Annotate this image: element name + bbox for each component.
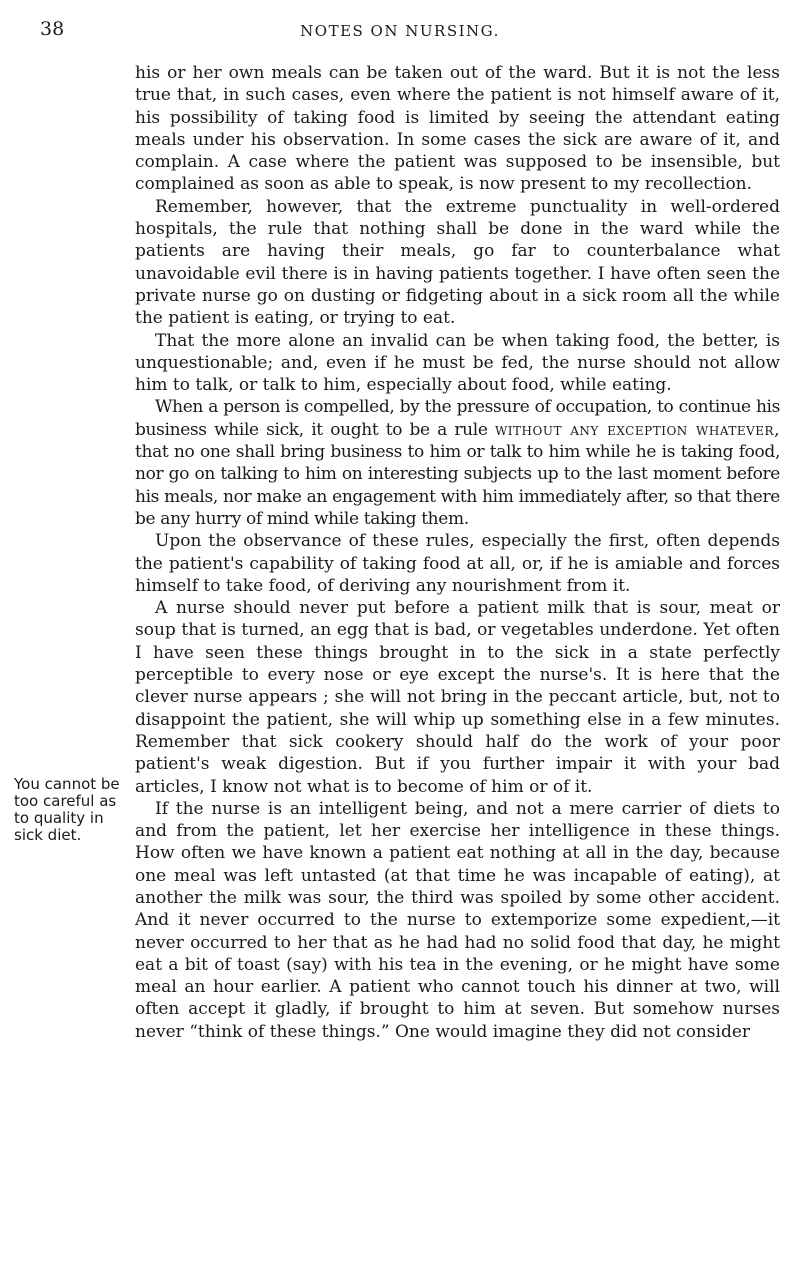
body-text — [135, 62, 780, 1043]
paragraph-2: Remember, however, that the extreme punctuality in well-ordered hospitals, the rule that nothing shall be done in the ward while the patients are having their meals, go far to counterbalance what unavoidable evil there is in having patients together. I have often seen the private nurse go on dusting or fidgeting about in a sick room all the while the patient is eating, or trying to eat. — [135, 196, 780, 329]
running-head: NOTES ON NURSING. — [300, 22, 500, 40]
paragraph-5: Upon the observance of these rules, especially the first, often depends the patient's capability of taking food at all, or, if he is amiable and forces himself to take food, of deriving any nourishment from it. — [135, 531, 780, 596]
paragraph-7: If the nurse is an intelligent being, and not a mere carrier of diets to and from the patient, let her exercise her intelligence in these things. How often we have known a patient eat nothing at all in the day, because one meal was left untasted (at that time he was incapable of eating), at another the milk was sour, the third was spoiled by some other accident. And it never occurred to the nurse to extemporize some expedient,—it never occurred to her that as he had had no solid food that day, he might eat a bit of toast (say) with his tea in the evening, or he might have some meal an hour earlier. A patient who cannot touch his dinner at two, will often accept it gladly, if brought to him at seven. But somehow nurses never “think of these things.” One would imagine they did not consider — [135, 798, 780, 1042]
marginal-note: You cannot be too careful as to quality in sick diet. — [14, 775, 120, 844]
paragraph-3: That the more alone an invalid can be when taking food, the better, is unquestionable; and, even if he must be fed, the nurse should not allow him to talk, or talk to him, especially about food, while eating. — [135, 330, 780, 396]
paragraph-4-emphasis: without any exception whatever, — [494, 419, 780, 440]
paragraph-4-before: When a person is compelled, by the pressure of occupation, to continue his business while sick, it ought to be a rule — [135, 397, 780, 440]
page-number: 38 — [40, 18, 65, 40]
paragraph-1: his or her own meals can be taken out of the ward. But it is not the less true that, in such cases, even where the patient is not himself aware of it, his possibility of taking food is limited by seeing the attendant eating meals under his observation. In some cases the sick are aware of it, and complain. A case where the patient was supposed to be insensible, but complained as soon as able to speak, is now present to my recollection. — [135, 63, 780, 195]
paragraph-6: A nurse should never put before a patient milk that is sour, meat or soup that is turned, an egg that is bad, or vegetables underdone. Yet often I have seen these things brought in to the sick in a state perfectly perceptible to every nose or eye except the nurse's. It is here that the clever nurse appears ; she will not bring in the peccant article, but, not to disappoint the patient, she will whip up something else in a few minutes. Remember that sick cookery should half do the work of your poor patient's weak digestion. But if you further impair it with your bad articles, I know not what is to become of him or of it. — [135, 598, 780, 797]
paragraph-4-after: that no one shall bring business to him or talk to him while he is taking food, nor go on talking to him on interesting subjects up to the last moment before his meals, nor make an engagement with him immediately after, so that there be any hurry of mind while taking them. — [135, 442, 780, 529]
paragraph-4 — [135, 396, 780, 530]
